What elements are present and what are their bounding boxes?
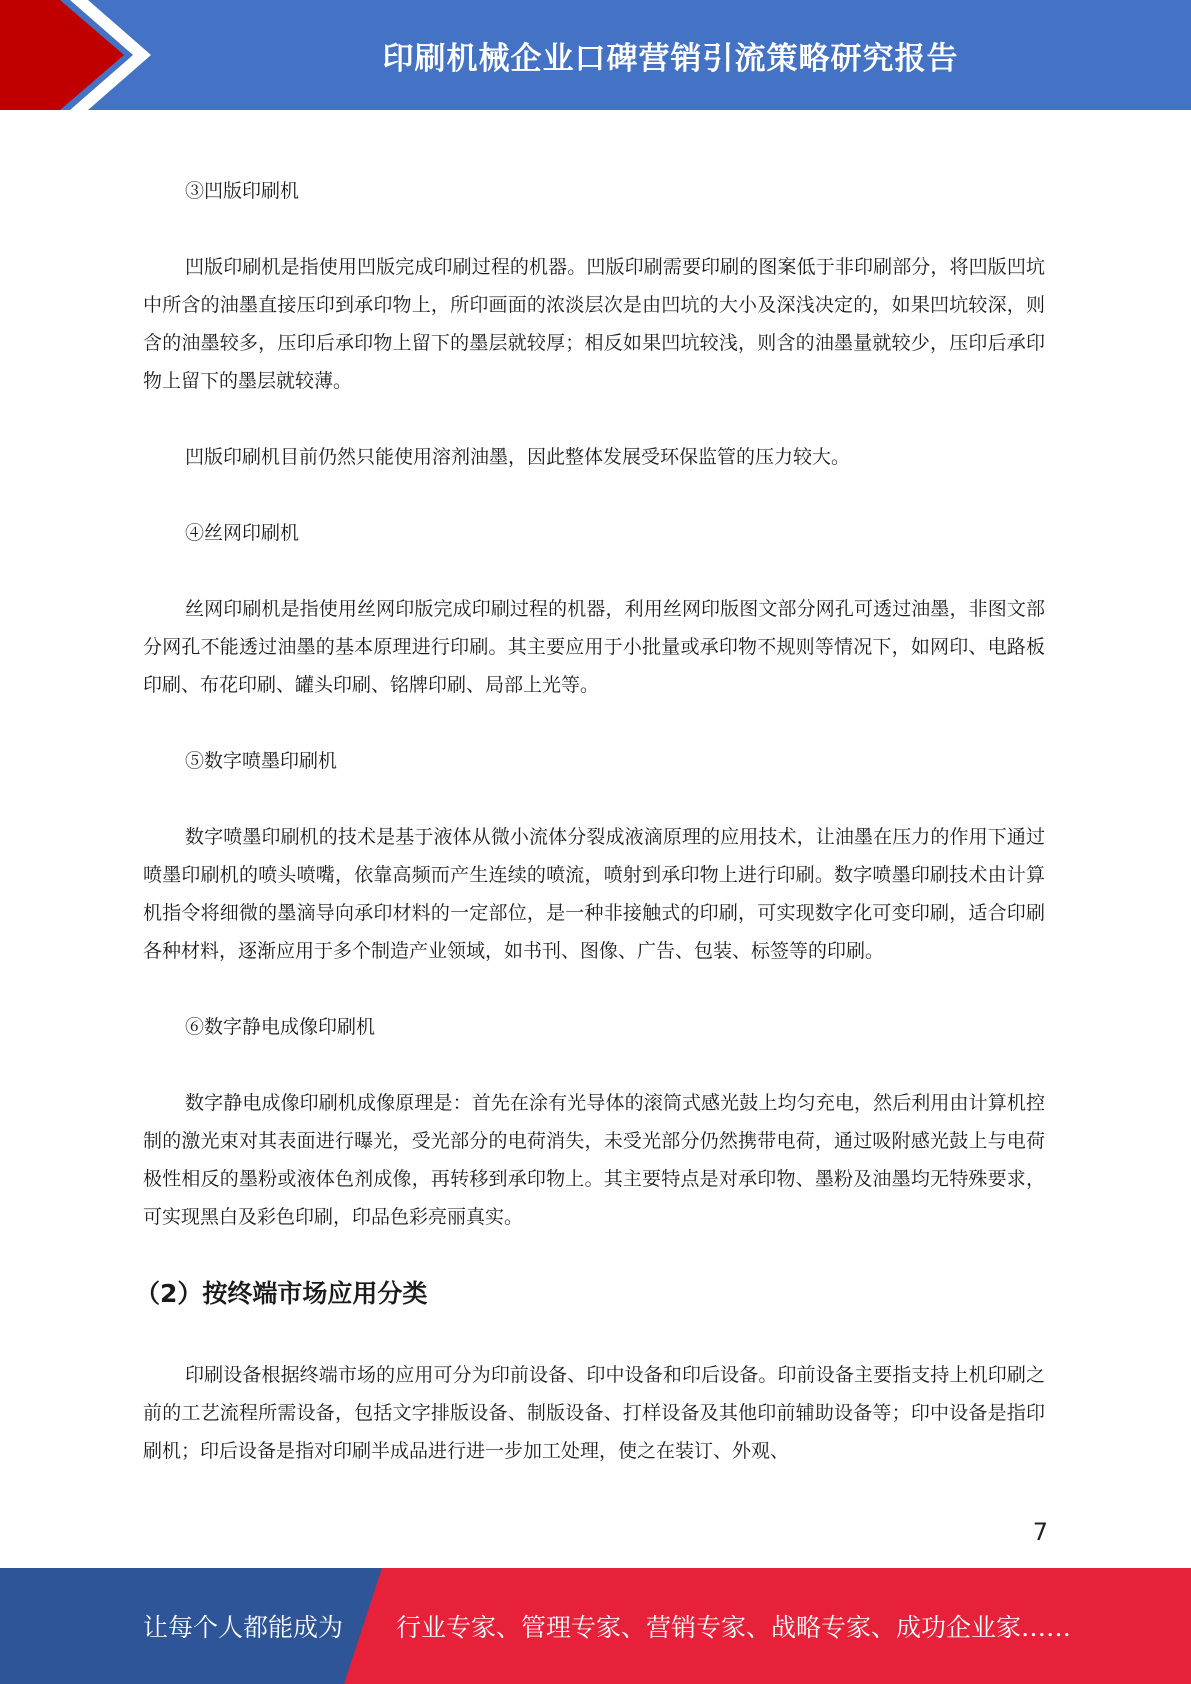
page-footer: [0, 1568, 1191, 1684]
subheading-gravure: ③凹版印刷机: [185, 180, 300, 202]
paragraph-terminal-market: 印刷设备根据终端市场的应用可分为印前设备、印中设备和印后设备。印前设备主要指支持上机印刷之前的工艺流程所需设备，包括文字排版设备、制版设备、打样设备及其他印前辅助设备等；印中设备是指印刷机；印后设备是指对印刷半成品进行进一步加工处理，使之在装订、外观、: [143, 1364, 1045, 1462]
paragraph-gravure-1: 凹版印刷机是指使用凹版完成印刷过程的机器。凹版印刷需要印刷的图案低于非印刷部分，将凹版凹坑中所含的油墨直接压印到承印物上，所印画面的浓淡层次是由凹坑的大小及深浅决定的，如果凹坑较深，则含的油墨较多，压印后承印物上留下的墨层就较厚；相反如果凹坑较浅，则含的油墨量就较少，压印后承印物上留下的墨层就较薄。: [143, 256, 1045, 392]
footer-slogan-left: 让每个人都能成为: [143, 1613, 344, 1642]
paragraph-electrostatic: 数字静电成像印刷机成像原理是：首先在涂有光导体的滚筒式感光鼓上均匀充电，然后利用由计算机控制的激光束对其表面进行曝光，受光部分的电荷消失，未受光部分仍然携带电荷，通过吸附感光鼓上与电荷极性相反的墨粉或液体色剂成像，再转移到承印物上。其主要特点是对承印物、墨粉及油墨均无特殊要求，可实现黑白及彩色印刷，印品色彩亮丽真实。: [143, 1092, 1045, 1228]
footer-slogan-right: 行业专家、管理专家、营销专家、战略专家、成功企业家……: [396, 1613, 1072, 1642]
paragraph-gravure-2: 凹版印刷机目前仍然只能使用溶剂油墨，因此整体发展受环保监管的压力较大。: [185, 446, 851, 468]
subheading-screen: ④丝网印刷机: [185, 522, 300, 544]
header-arrow-decoration: [0, 0, 160, 110]
page-header: [0, 0, 1191, 110]
paragraph-inkjet: 数字喷墨印刷机的技术是基于液体从微小流体分裂成液滴原理的应用技术，让油墨在压力的作用下通过喷墨印刷机的喷头喷嘴，依靠高频而产生连续的喷流，喷射到承印物上进行印刷。数字喷墨印刷技术由计算机指令将细微的墨滴导向承印材料的一定部位，是一种非接触式的印刷，可实现数字化可变印刷，适合印刷各种材料，逐渐应用于多个制造产业领域，如书刊、图像、广告、包装、标签等的印刷。: [143, 826, 1045, 962]
paragraph-screen: 丝网印刷机是指使用丝网印版完成印刷过程的机器，利用丝网印版图文部分网孔可透过油墨，非图文部分网孔不能透过油墨的基本原理进行印刷。其主要应用于小批量或承印物不规则等情况下，如网印、电路板印刷、布花印刷、罐头印刷、铭牌印刷、局部上光等。: [143, 598, 1045, 696]
subheading-inkjet: ⑤数字喷墨印刷机: [185, 750, 338, 772]
section-heading-terminal-market: （2）按终端市场应用分类: [135, 1279, 428, 1308]
document-body: [135, 172, 1045, 1508]
header-title: 印刷机械企业口碑营销引流策略研究报告: [382, 40, 959, 77]
page-number: 7: [1032, 1518, 1048, 1546]
subheading-electrostatic: ⑥数字静电成像印刷机: [185, 1016, 376, 1038]
